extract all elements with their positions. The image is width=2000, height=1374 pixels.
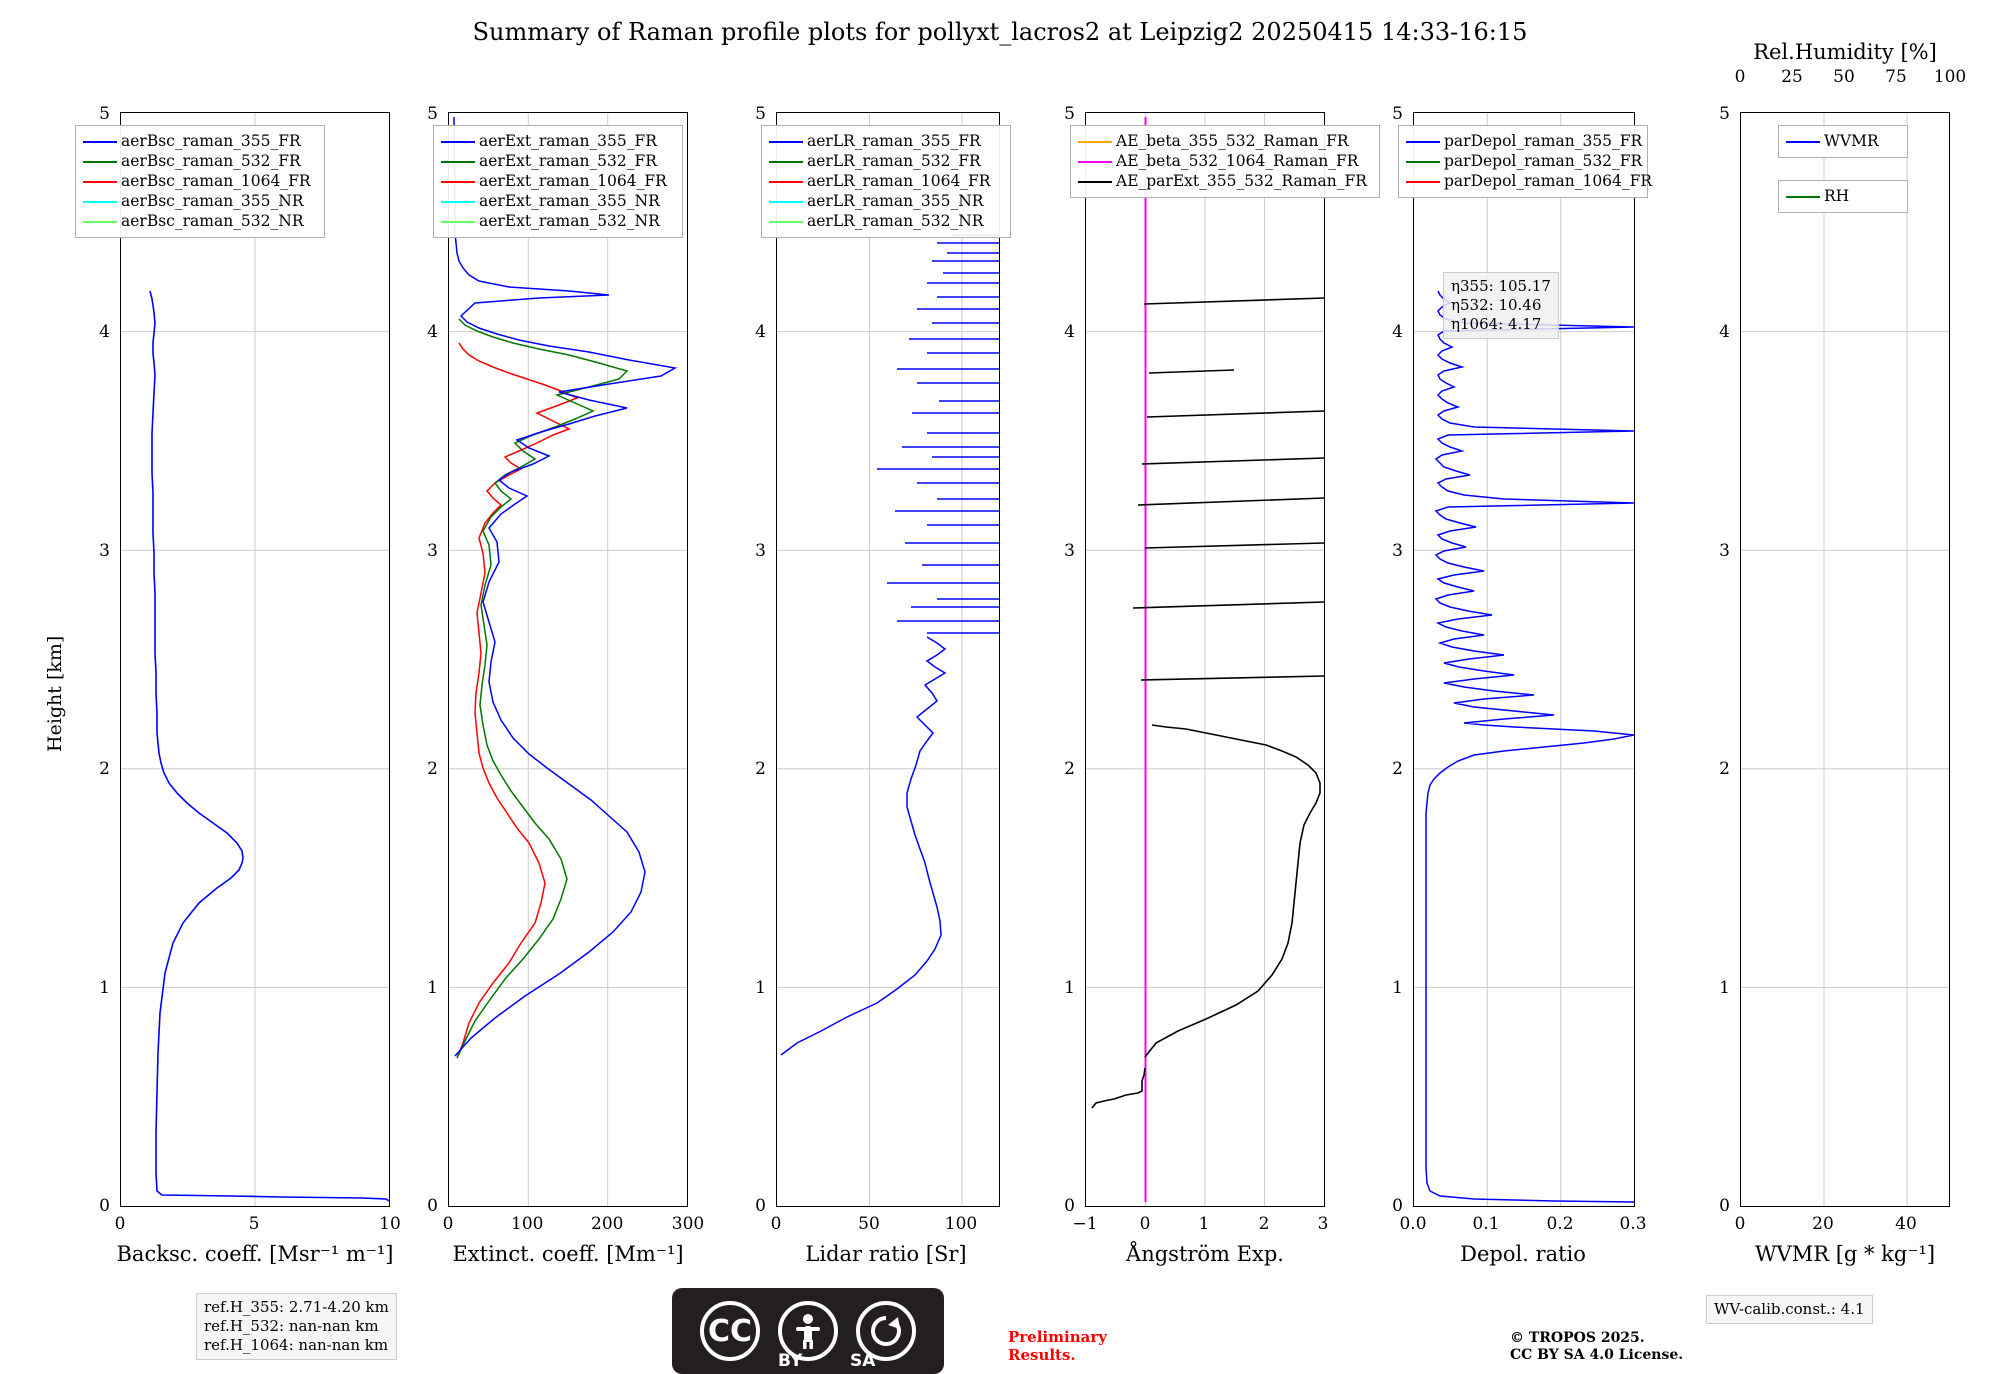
legend-angstrom[interactable] [1070,125,1380,198]
ytick-4: 4 [1719,322,1730,342]
xtick-rh-3: 75 [1885,67,1907,87]
panel-angstrom [1064,104,1367,1266]
legend-label: aerBsc_raman_532_NR [121,212,304,230]
ytick-1: 1 [99,978,110,998]
legend-label: aerBsc_raman_355_NR [121,192,304,210]
legend-label: parDepol_raman_355_FR [1444,132,1643,150]
ytick-2: 2 [1719,759,1730,779]
legend-swatch [1078,131,1116,151]
legend-swatch [441,171,479,191]
ytick-0: 0 [1392,1196,1403,1216]
ytick-3: 3 [1064,541,1075,561]
x-axis-label-extinction: Extinct. coeff. [Mm⁻¹] [452,1242,684,1266]
legend-swatch [1078,151,1116,171]
x-axis-label-backscatter: Backsc. coeff. [Msr⁻¹ m⁻¹] [116,1242,394,1266]
legend-swatch [83,131,121,151]
xtick-rh-1: 25 [1781,67,1803,87]
ytick-0: 0 [1064,1196,1075,1216]
legend-label: aerExt_raman_532_FR [479,152,657,170]
wvmr-curves [1741,113,1949,1206]
cc-icon: CC [700,1301,760,1361]
legend-label: RH [1824,187,1850,205]
legend-label: aerBsc_raman_1064_FR [121,172,311,190]
legend-label: aerBsc_raman_355_FR [121,132,301,150]
ytick-0: 0 [755,1196,766,1216]
copyright-line1: © TROPOS 2025. [1510,1330,1645,1346]
ytick-2: 2 [427,759,438,779]
extinction-curves [449,113,687,1206]
xtick-wvmr-0: 0 [1734,1214,1746,1234]
ytick-2: 2 [99,759,110,779]
tropos-copyright [1510,1330,1683,1364]
legend-label: parDepol_raman_1064_FR [1444,172,1653,190]
legend-swatch [441,131,479,151]
legend-label: aerLR_raman_1064_FR [807,172,991,190]
preliminary-results-note [1008,1328,1107,1364]
legend-label: parDepol_raman_532_FR [1444,152,1643,170]
wv-calib-label: WV-calib.const.: 4.1 [1714,1300,1865,1318]
legend-swatch [83,211,121,231]
ytick-5: 5 [1392,104,1403,124]
xtick-rh-0: 0 [1734,67,1746,87]
xtick-ae-4: 3 [1317,1214,1329,1234]
eta-532: η532: 10.46 [1451,296,1542,314]
ref-h-532: ref.H_532: nan-nan km [204,1317,379,1335]
ytick-4: 4 [755,322,766,342]
xtick-ae-0: −1 [1072,1214,1098,1234]
ytick-1: 1 [1392,978,1403,998]
xtick-lr-0: 0 [770,1214,782,1234]
eta-annotation [1443,272,1559,339]
legend-wvmr[interactable] [1778,125,1908,158]
ref-h-1064: ref.H_1064: nan-nan km [204,1336,389,1354]
panel-lidar-ratio [755,104,1000,1266]
legend-extinction[interactable] [433,125,683,238]
xtick-bsc-2: 10 [379,1214,401,1234]
circular-arrow-glyph [868,1313,904,1349]
xtick-ext-3: 300 [671,1214,705,1234]
legend-label: aerLR_raman_532_NR [807,212,984,230]
x-axis-label-wvmr: WVMR [g * kg⁻¹] [1754,1242,1936,1266]
ytick-4: 4 [99,322,110,342]
ytick-5: 5 [427,104,438,124]
plot-area-extinction [448,112,688,1207]
legend-swatch [1786,186,1824,206]
legend-label: AE_beta_532_1064_Raman_FR [1116,152,1359,170]
panel-extinction [427,104,705,1266]
creative-commons-badge [672,1288,944,1374]
plot-area-lidar-ratio [776,112,1000,1207]
legend-swatch [441,191,479,211]
xtick-wvmr-1: 20 [1812,1214,1834,1234]
legend-swatch [83,191,121,211]
xtick-ae-3: 2 [1258,1214,1270,1234]
top-axis-label-rh: Rel.Humidity [%] [1753,40,1937,64]
legend-rh[interactable] [1778,180,1908,213]
xtick-bsc-1: 5 [248,1214,260,1234]
ref-h-355: ref.H_355: 2.71-4.20 km [204,1298,389,1316]
xtick-ae-2: 1 [1198,1214,1210,1234]
y-axis-label: Height [km] [44,635,66,752]
legend-swatch [1786,131,1824,151]
legend-label: aerLR_raman_355_FR [807,132,981,150]
ytick-4: 4 [1392,322,1403,342]
panel-depolarization [1392,104,1653,1266]
ytick-0: 0 [1719,1196,1730,1216]
xtick-ae-1: 0 [1139,1214,1151,1234]
cc-sa-label: SA [850,1351,876,1371]
legend-swatch [83,151,121,171]
legend-swatch [1406,131,1444,151]
ytick-3: 3 [1719,541,1730,561]
angstrom-curves [1086,113,1324,1206]
xtick-bsc-0: 0 [114,1214,126,1234]
legend-label: AE_parExt_355_532_Raman_FR [1116,172,1367,190]
copyright-line2: CC BY SA 4.0 License. [1510,1347,1684,1363]
legend-swatch [441,151,479,171]
ytick-0: 0 [99,1196,110,1216]
ytick-3: 3 [755,541,766,561]
legend-label: AE_beta_355_532_Raman_FR [1116,132,1349,150]
legend-swatch [1078,171,1116,191]
xtick-ext-2: 200 [591,1214,624,1234]
legend-swatch [769,131,807,151]
ytick-3: 3 [427,541,438,561]
xtick-rh-4: 100 [1933,67,1967,87]
legend-label: aerExt_raman_355_NR [479,192,660,210]
x-axis-label-depolarization: Depol. ratio [1460,1242,1586,1266]
xtick-dep-1: 0.1 [1472,1214,1500,1234]
ytick-2: 2 [755,759,766,779]
ytick-2: 2 [1392,759,1403,779]
ytick-4: 4 [427,322,438,342]
xtick-dep-3: 0.3 [1619,1214,1647,1234]
legend-swatch [769,211,807,231]
page-title: Summary of Raman profile plots for pollyxt_lacros2 at Leipzig2 20250415 14:33-16:15 [472,18,1528,46]
ytick-1: 1 [427,978,438,998]
legend-label: aerExt_raman_532_NR [479,212,660,230]
preliminary-line2: Results. [1008,1346,1076,1364]
cc-by-label: BY [778,1351,803,1371]
plot-area-backscatter [120,112,390,1207]
xtick-dep-2: 0.2 [1546,1214,1574,1234]
panel-wvmr [1719,40,1967,1266]
legend-swatch [1406,151,1444,171]
xtick-lr-2: 100 [944,1214,978,1234]
xtick-dep-0: 0.0 [1399,1214,1427,1234]
legend-label: aerBsc_raman_532_FR [121,152,301,170]
ytick-0: 0 [427,1196,438,1216]
legend-depolarization[interactable] [1398,125,1653,198]
ytick-5: 5 [1719,104,1730,124]
lidar-ratio-curves [777,113,999,1206]
preliminary-line1: Preliminary [1008,1328,1107,1346]
legend-label: aerLR_raman_355_NR [807,192,984,210]
plot-area-wvmr [1740,112,1950,1207]
eta-1064: η1064: 4.17 [1451,315,1542,333]
xtick-ext-0: 0 [442,1214,454,1234]
legend-swatch [769,151,807,171]
ytick-3: 3 [99,541,110,561]
x-axis-label-angstrom: Ångström Exp. [1126,1242,1284,1266]
ref-height-box [196,1293,397,1360]
backscatter-curves [121,113,389,1206]
legend-swatch [769,171,807,191]
legend-label: aerExt_raman_1064_FR [479,172,667,190]
xtick-wvmr-2: 40 [1895,1214,1917,1234]
x-axis-label-lidar-ratio: Lidar ratio [Sr] [805,1242,967,1266]
legend-swatch [83,171,121,191]
wv-calib-box [1706,1295,1873,1324]
plot-area-angstrom [1085,112,1325,1207]
xtick-ext-1: 100 [511,1214,544,1234]
person-glyph [791,1312,825,1350]
eta-355: η355: 105.17 [1451,277,1551,295]
legend-label: aerLR_raman_532_FR [807,152,981,170]
ytick-5: 5 [99,104,110,124]
ytick-3: 3 [1392,541,1403,561]
legend-label: aerExt_raman_355_FR [479,132,657,150]
legend-label: WVMR [1824,132,1879,150]
legend-swatch [441,211,479,231]
ytick-4: 4 [1064,322,1075,342]
legend-backscatter[interactable] [75,125,325,238]
ytick-5: 5 [1064,104,1075,124]
ytick-5: 5 [755,104,766,124]
xtick-lr-1: 50 [858,1214,880,1234]
ytick-2: 2 [1064,759,1075,779]
ytick-1: 1 [1064,978,1075,998]
legend-swatch [1406,171,1444,191]
ytick-1: 1 [755,978,766,998]
legend-lidar-ratio[interactable] [761,125,1011,238]
panel-backscatter [44,104,401,1266]
xtick-rh-2: 50 [1833,67,1855,87]
legend-swatch [769,191,807,211]
ytick-1: 1 [1719,978,1730,998]
